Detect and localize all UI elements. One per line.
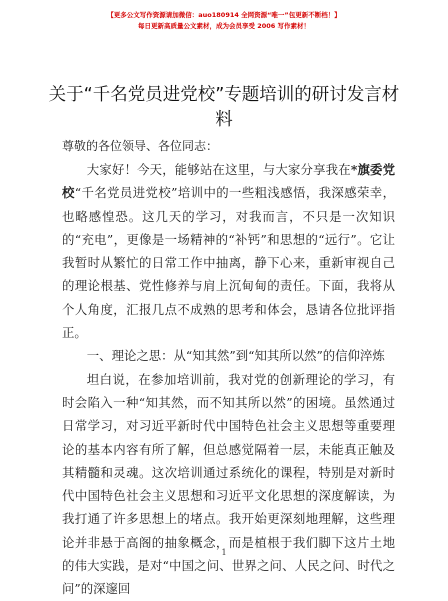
intro-text-after: “千名党员进党校”培训中的一些粗浅感悟，我深感荣幸，也略感惶恐。这几天的学习，对我而言，不只是一次知识的“充电”，更像是一场精神的“补钙”和思想的“远行”。它让我暂时从繁忙的日常工作中抽离，静下心来，重新审视自己的理论根基、党性修养与肩上沉甸甸的责任。下面，我将从个人角度，汇报几点不成熟的思考和体会，恳请各位批评指正。	[62, 185, 395, 341]
document-title: 关于“千名党员进党校”专题培训的研讨发言材料	[48, 85, 400, 130]
banner-line-1: 【更多公文写作资源请加微信：auo180914 全网资源“唯一”包更新不断档！】	[107, 11, 341, 19]
intro-text-before: 大家好！今天，能够站在这里，与大家分享我在	[86, 162, 351, 177]
banner-line-2: 每日更新高质量公文素材，成为会员享受 2006 写作素材！	[137, 22, 311, 30]
section-heading-1: 一、理论之思：从“知其然”到“知其所以然”的信仰淬炼	[86, 348, 385, 364]
paragraph-theory: 坦白说，在参加培训前，我对党的创新理论的学习，有时会陷入一种“知其然，而不知其所以然”的困境。虽然通过日常学习，对习近平新时代中国特色社会主义思想等重要理论的基本内容有所了解，但总感觉隔着一层，未能真正触及其精髓和灵魂。这次培训通过系统化的课程，特别是对新时代中国特色社会主义思想和习近平文化思想的深度解读，为我打通了许多思想上的堵点。我开始更深刻地理解，这些理论并非悬于高阁的抽象概念，而是植根于我们脚下这片土地的伟大实践，是对“中国之问、世界之问、人民之问、时代之问”的深邃回	[62, 371, 395, 597]
document-body	[62, 158, 395, 601]
header-banner	[0, 10, 448, 32]
paragraph-intro	[62, 158, 395, 344]
salutation: 尊敬的各位领导、各位同志：	[62, 139, 219, 153]
intro-text-bold: *旗委党校	[62, 162, 396, 201]
page-number: 1	[221, 548, 227, 557]
